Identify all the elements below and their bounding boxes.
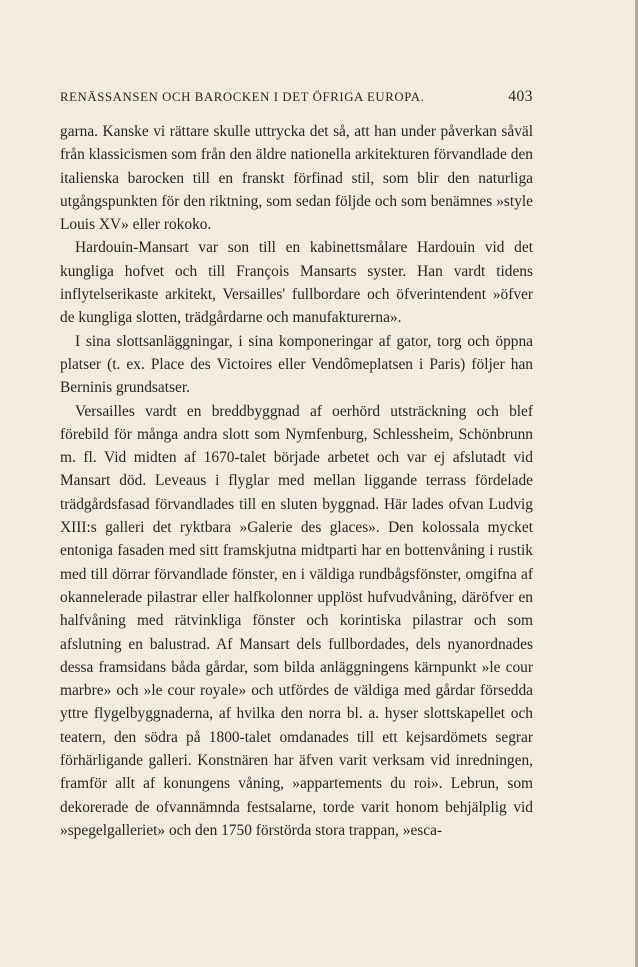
paragraph: garna. Kanske vi rättare skulle uttrycka det så, att han under påverkan såväl från klassicismen som från den äldre nationella arkitekturen förvandlade den italienska barocken till en franskt förfinad stil, som blir den naturliga utgångspunkten för den riktning, som sedan följde och som benämnes »style Louis XV» eller rokoko. xyxy=(60,123,533,234)
paragraph: I sina slottsanläggningar, i sina komponeringar af gator, torg och öppna platser (t. ex. Place des Victoires eller Vendômeplatsen i Paris) följer han Berninis grundsatser. xyxy=(60,332,533,397)
running-title: RENÄSSANSEN OCH BAROCKEN I DET ÖFRIGA EUROPA. xyxy=(60,90,425,104)
page-body xyxy=(60,120,533,842)
paragraph: Versailles vardt en breddbyggnad af oerhörd utsträckning och blef förebild för många andra slott som Nymfenburg, Schlessheim, Schönbrunn m. fl. Vid midten af 1670-talet började arbetet och var ej afslutadt vid Mansart död. Leveaus i flyglar med mellan liggande terrass fördelade trädgårdsfasad förvandlades till en sluten byggnad. Här lades ofvan Ludvig XIII:s galleri det ryktbara »Galerie des glaces». Den kolossala mycket entoniga fasaden med sitt framskjutna midtparti har en bottenvåning i rustik med till dörrar förvandlade fönster, en i väldiga rundbågsfönster, omgifna af okannelerade pilastrar eller halfkolonner upplöst hufvudvåning, däröfver en halfvåning med rätvinkliga fönster och korintiska pilastrar och som afslutning en balustrad. Af Mansart dels fullbordades, dels nyanordnades dessa framsidans båda gårdar, som bilda anläggningens kärnpunkt »le cour marbre» och »le cour royale» och utfördes de väldiga med gårdar försedda yttre flygelbyggnaderna, af hvilka den norra bl. a. hyser slottskapellet och teatern, den södra på 1800-talet omdanades till ett kejsardömets segrar förhärligande galleri. Konstnären har äfven varit verksam vid inredningen, framför allt af konungens våning, »appartements du roi». Lebrun, som dekorerade de ofvannämnda festsalarne, torde varit honom behjälplig vid »spegelgalleriet» och den 1750 förstörda stora trappan, »esca- xyxy=(60,402,533,839)
paragraph: Hardouin-Mansart var son till en kabinettsmålare Hardouin vid det kungliga hofvet och till François Mansarts syster. Han vardt tidens inflytelserikaste arkitekt, Versailles' fullbordare och öfverintendent »öfver de kungliga slotten, trädgårdarne och manufakturerna». xyxy=(60,239,533,327)
page-number: 403 xyxy=(508,88,533,105)
running-header xyxy=(60,88,533,106)
